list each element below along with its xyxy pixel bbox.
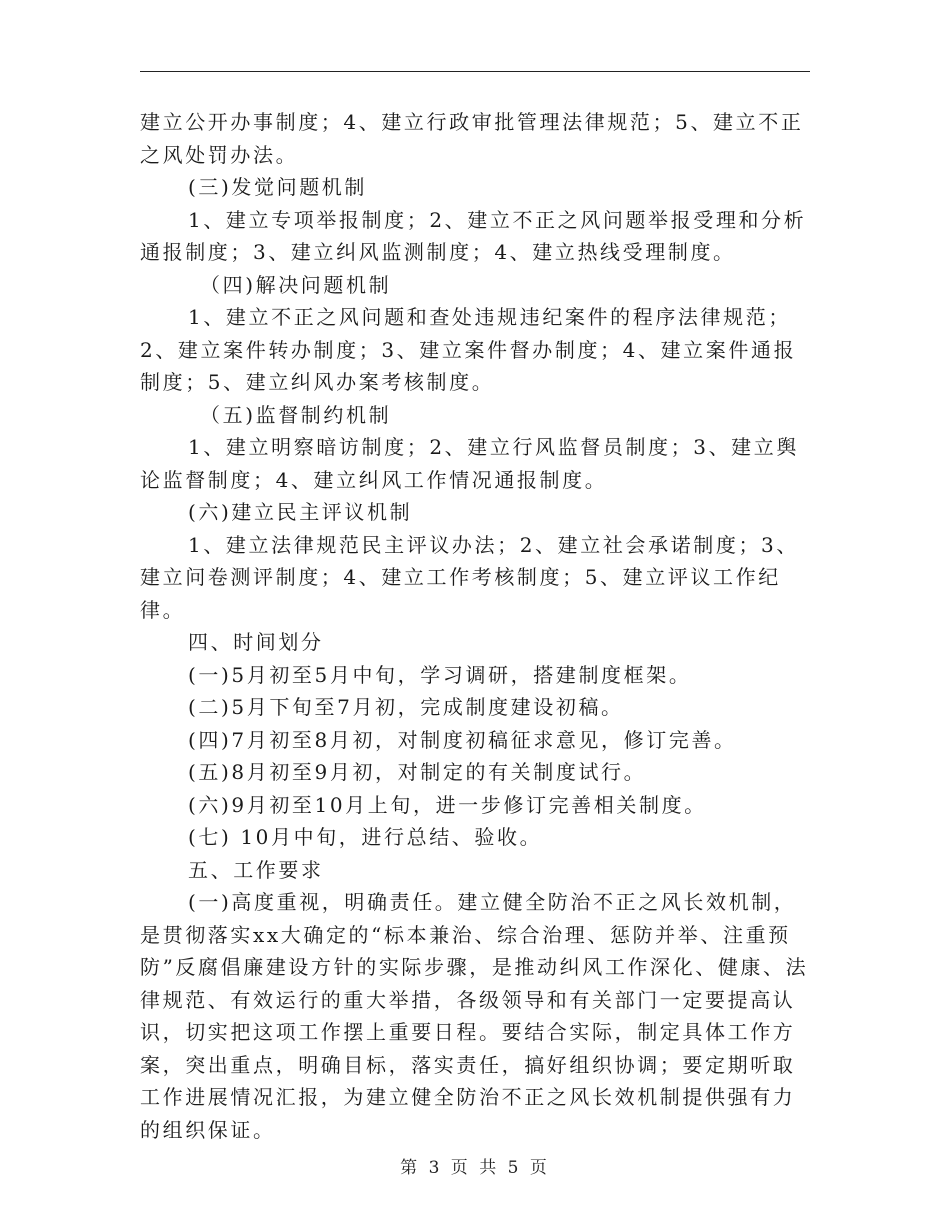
paragraph: (一)高度重视，明确责任。建立健全防治不正之风长效机制，是贯彻落实xx大确定的“标本兼治、综合治理、惩防并举、注重预防”反腐倡廉建设方针的实际步骤，是推动纠风工作深化、健康、法律规范、有效运行的重大举措，各级领导和有关部门一定要提高认识，切实把这项工作摆上重要日程。要结合实际，制定具体工作方案，突出重点，明确目标，落实责任，搞好组织协调；要定期听取工作进展情况汇报，为建立健全防治不正之风长效机制提供强有力的组织保证。 [140,890,809,1142]
section-heading: 四、时间划分 [188,630,324,654]
list-item: (五)8月初至9月初，对制定的有关制度试行。 [188,760,647,784]
paragraph: 1、建立明察暗访制度；2、建立行风监督员制度；3、建立舆论监督制度；4、建立纠风工作情况通报制度。 [140,435,799,492]
page-number: 第 3 页 共 5 页 [400,1158,550,1178]
list-item: (一)5月初至5月中旬，学习调研，搭建制度框架。 [188,662,692,687]
header-rule [140,71,810,72]
list-item: (七) 10月中旬，进行总结、验收。 [188,825,543,849]
section-heading: （四)解决问题机制 [200,272,392,297]
list-item: (二)5月下旬至7月初，完成制度建设初稿。 [188,695,624,719]
paragraph: 1、建立专项举报制度；2、建立不正之风问题举报受理和分析通报制度；3、建立纠风监测制度；4、建立热线受理制度。 [140,207,807,264]
list-item: (四)7月初至8月初，对制度初稿征求意见，修订完善。 [188,727,737,752]
section-heading: (六)建立民主评议机制 [188,500,413,524]
section-heading: (三)发觉问题机制 [188,175,368,199]
paragraph: 建立公开办事制度；4、建立行政审批管理法律规范；5、建立不正之风处罚办法。 [140,110,804,167]
paragraph: 1、建立法律规范民主评议办法；2、建立社会承诺制度；3、建立问卷测评制度；4、建立工作考核制度；5、建立评议工作纪律。 [140,532,799,622]
document-body [140,106,816,1146]
paragraph: 1、建立不正之风问题和查处违规违纪案件的程序法律规范；2、建立案件转办制度；3、建立案件督办制度；4、建立案件通报制度；5、建立纠风办案考核制度。 [140,305,797,394]
section-heading: 五、工作要求 [188,857,324,882]
section-heading: （五)监督制约机制 [200,402,392,427]
list-item: (六)9月初至10月上旬，进一步修订完善相关制度。 [188,792,707,817]
